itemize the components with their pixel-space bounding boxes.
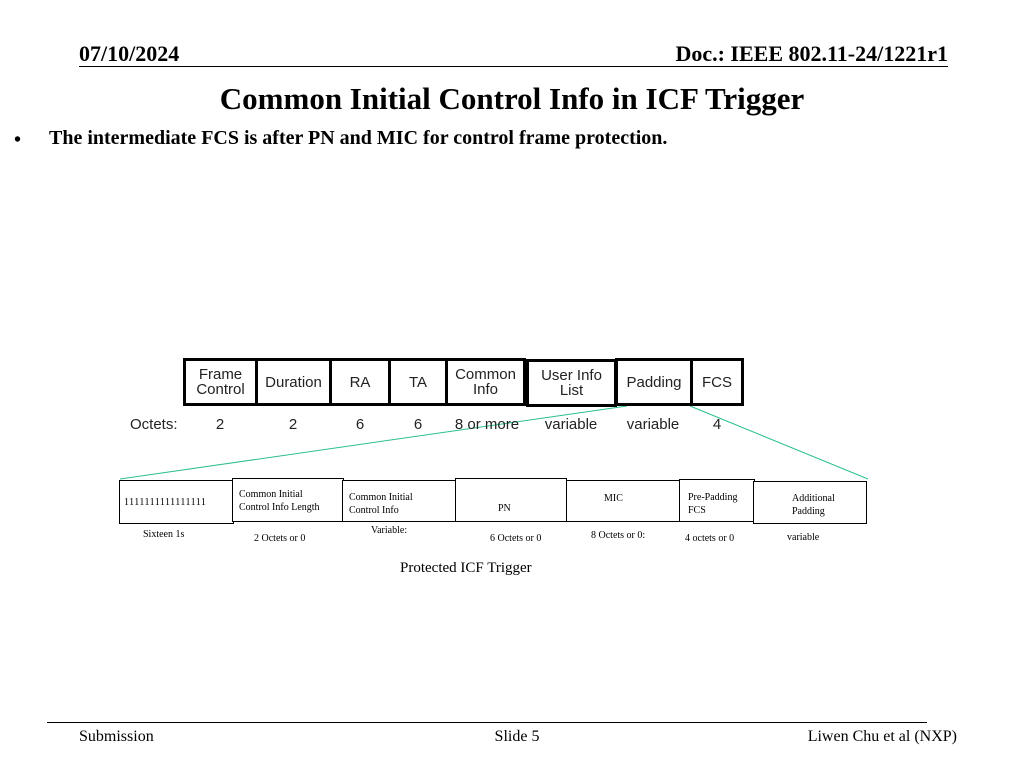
header-doc-id: Doc.: IEEE 802.11-24/1221r1 <box>675 41 948 66</box>
field-frame-control <box>183 358 258 406</box>
field-frame-control-label: Frame Control <box>196 366 245 398</box>
field-pre-padding-fcs-label: Pre-Padding FCS <box>688 492 738 516</box>
footer-authors: Liwen Chu et al (NXP) <box>807 728 957 745</box>
octets-duration: 2 <box>288 416 298 433</box>
field-ci-control-info-label: Common Initial Control Info <box>349 492 413 516</box>
octets-user-info-list: variable <box>544 416 598 433</box>
bullet-text: The intermediate FCS is after PN and MIC for control frame protection. <box>49 127 668 149</box>
field-sixteen-ones-label: 1111111111111111 <box>124 497 207 508</box>
octets-padding: variable <box>626 416 680 433</box>
field-ci-control-info-length <box>232 478 344 522</box>
field-padding <box>615 358 693 406</box>
field-additional-padding-label: Additional Padding <box>792 493 835 517</box>
field-pre-padding-fcs <box>679 479 755 522</box>
field-mic-label: MIC <box>604 493 623 504</box>
protected-icf-trigger-caption: Protected ICF Trigger <box>400 560 532 576</box>
octets-fcs: 4 <box>712 416 722 433</box>
header-date: 07/10/2024 <box>79 41 180 66</box>
field-ta <box>388 358 448 406</box>
field-ra <box>329 358 391 406</box>
field-ci-control-info-length-label: Common Initial Control Info Length <box>239 489 320 513</box>
octets-ta: 6 <box>413 416 423 433</box>
size-pre-padding-fcs: 4 octets or 0 <box>685 533 735 544</box>
octets-label: Octets: <box>130 416 178 433</box>
field-padding-label: Padding <box>626 373 682 391</box>
field-ta-label: TA <box>408 373 428 391</box>
field-ra-label: RA <box>349 373 371 391</box>
octets-common-info: 8 or more <box>454 416 520 433</box>
size-mic: 8 Octets or 0: <box>591 530 646 541</box>
field-sixteen-ones <box>119 480 234 524</box>
field-common-info-label: Common Info <box>455 366 516 398</box>
footer-slide-number: Slide 5 <box>494 728 540 745</box>
octets-ra: 6 <box>355 416 365 433</box>
field-additional-padding <box>753 481 867 524</box>
field-pn <box>455 478 567 522</box>
field-common-info <box>445 358 526 406</box>
size-ci-control-info: Variable: <box>371 525 408 536</box>
slide-title: Common Initial Control Info in ICF Trigger <box>219 81 805 116</box>
field-mic <box>566 480 680 522</box>
field-user-info-list <box>526 359 617 407</box>
octets-frame-control: 2 <box>215 416 225 433</box>
field-user-info-list-label: User Info List <box>541 367 602 399</box>
field-fcs-label: FCS <box>702 373 732 391</box>
field-pn-label: PN <box>498 503 511 514</box>
field-duration-label: Duration <box>265 373 322 391</box>
field-duration <box>255 358 332 406</box>
size-ci-control-info-length: 2 Octets or 0 <box>254 533 306 544</box>
footer-divider <box>47 722 927 723</box>
size-sixteen-ones: Sixteen 1s <box>143 529 185 540</box>
size-additional-padding: variable <box>787 532 820 543</box>
field-fcs <box>690 358 744 406</box>
footer-submission: Submission <box>79 728 154 745</box>
field-ci-control-info <box>342 480 457 522</box>
bullet-marker: • <box>14 129 22 151</box>
size-pn: 6 Octets or 0 <box>490 533 542 544</box>
